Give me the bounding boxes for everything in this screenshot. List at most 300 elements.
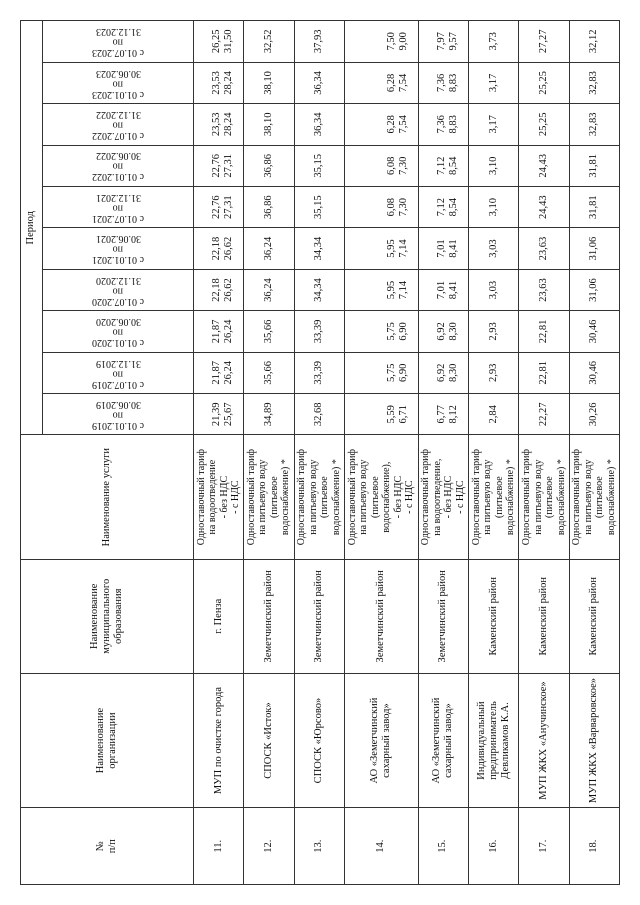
period-header: [43, 352, 194, 393]
tariff-value-line: 28,24: [223, 112, 235, 137]
tariff-value-line: 23,63: [538, 278, 549, 302]
tariff-value-line: 32,12: [588, 29, 600, 54]
tariff-value: [569, 311, 619, 352]
tariff-value: [344, 269, 418, 310]
tariff-value-line: 32,83: [588, 71, 600, 95]
period-line: по: [112, 161, 124, 172]
tariff-value-line: 35,66: [262, 319, 274, 344]
tariff-value: [469, 394, 519, 435]
tariff-value-line: 35,66: [262, 361, 274, 385]
tariff-value: [418, 311, 468, 352]
organization-name: СПОСК «Исток»: [244, 673, 294, 808]
tariff-value-line: 7,30: [397, 197, 409, 217]
row-number: 17.: [519, 808, 569, 885]
tariff-value: [244, 269, 294, 310]
tariff-value-line: 36,24: [262, 236, 274, 261]
service-line: Одноставочный тариф: [521, 449, 533, 546]
table-row: [344, 21, 418, 885]
service-line: водоснабжение) *: [555, 459, 567, 536]
tariff-value: [194, 186, 244, 227]
tariff-value-line: 25,67: [223, 402, 235, 427]
service-name: [418, 435, 468, 559]
tariff-value: [294, 394, 344, 435]
header-num: [21, 808, 194, 885]
tariff-value: [519, 352, 569, 393]
period-header: [43, 269, 194, 310]
period-header: [43, 145, 194, 186]
tariff-value-line: 21,87: [211, 361, 223, 385]
tariff-value-line: 36,34: [313, 112, 325, 137]
tariff-value-line: 9,57: [448, 32, 460, 51]
tariff-value: [519, 104, 569, 145]
service-line: на питьевую воду: [307, 459, 319, 535]
tariff-value-line: 31,06: [588, 236, 600, 261]
tariff-value-line: 28,24: [223, 71, 235, 95]
period-header: [43, 104, 194, 145]
tariff-value-line: 7,50: [385, 32, 397, 51]
service-line: на питьевую воду: [482, 459, 494, 535]
tariff-value: [418, 352, 468, 393]
header-org-line: Наименование: [94, 707, 106, 774]
tariff-value-line: 24,43: [538, 195, 549, 219]
period-line: с 01.07.2020: [92, 295, 144, 307]
service-line: (питьевое: [369, 476, 381, 518]
tariff-value: [194, 352, 244, 393]
period-line: с 01.07.2023: [92, 47, 144, 59]
tariff-value-line: 3,03: [487, 280, 499, 300]
period-line: по: [112, 202, 124, 214]
service-line: - без НДС: [218, 475, 230, 519]
header-municipality-line: муниципального: [100, 578, 112, 654]
tariff-value-line: 38,10: [262, 71, 274, 95]
tariff-value-line: 22,27: [538, 402, 549, 427]
tariff-value-line: 7,97: [435, 32, 447, 51]
tariff-table: [20, 20, 620, 885]
municipality-name: Каменский район: [569, 559, 619, 673]
tariff-value-line: 6,90: [397, 322, 409, 341]
tariff-value-line: 35,15: [313, 195, 325, 219]
period-line: с 01.01.2023: [92, 88, 144, 100]
period-line: с 01.01.2021: [92, 254, 144, 266]
tariff-value-line: 31,81: [588, 153, 600, 178]
tariff-value: [244, 186, 294, 227]
tariff-value: [519, 62, 569, 103]
tariff-value: [294, 62, 344, 103]
tariff-value-line: 8,54: [448, 197, 460, 217]
tariff-value: [294, 352, 344, 393]
tariff-value-line: 26,62: [223, 236, 235, 261]
header-org-line: организации: [107, 712, 118, 769]
tariff-value-line: 8,54: [448, 156, 460, 175]
tariff-value-line: 31,06: [588, 278, 600, 302]
tariff-value-line: 36,86: [262, 195, 274, 219]
service-line: - без НДС: [443, 475, 455, 519]
service-line: водоснабжение) *: [605, 459, 617, 536]
service-line: Одноставочный тариф: [470, 449, 482, 546]
tariff-value: [418, 394, 468, 435]
table-row: [569, 21, 619, 885]
tariff-value-line: 3,17: [487, 73, 499, 93]
service-line: на водоотведение: [207, 459, 219, 535]
tariff-value-line: 5,75: [385, 363, 397, 383]
tariff-value: [569, 228, 619, 269]
tariff-value-line: 7,36: [435, 73, 447, 93]
tariff-value: [294, 228, 344, 269]
header-municipality: [21, 559, 194, 673]
period-header: [43, 228, 194, 269]
service-line: (питьевое: [493, 476, 505, 518]
row-number: 14.: [344, 808, 418, 885]
service-line: на питьевую воду: [532, 459, 544, 535]
period-header: [43, 62, 194, 103]
table-row: [294, 21, 344, 885]
municipality-name: Земетчинский район: [294, 559, 344, 673]
tariff-value: [294, 145, 344, 186]
tariff-value-line: 7,01: [435, 239, 447, 258]
tariff-value: [244, 62, 294, 103]
service-line: Одноставочный тариф: [245, 449, 257, 546]
tariff-value-line: 7,54: [397, 73, 409, 93]
tariff-value: [569, 145, 619, 186]
tariff-value: [244, 394, 294, 435]
period-line: по: [112, 409, 124, 421]
tariff-value: [519, 228, 569, 269]
tariff-value: [469, 269, 519, 310]
tariff-value: [469, 352, 519, 393]
tariff-value: [519, 311, 569, 352]
tariff-value-line: 6,28: [385, 115, 397, 134]
tariff-value-line: 25,25: [538, 112, 549, 137]
tariff-value-line: 21,39: [211, 402, 223, 427]
tariff-value: [569, 21, 619, 63]
tariff-value-line: 6,08: [385, 197, 397, 217]
municipality-name: Земетчинский район: [344, 559, 418, 673]
tariff-value-line: 21,87: [211, 319, 223, 344]
header-num-line: п/п: [107, 839, 118, 854]
period-line: по: [112, 78, 124, 90]
header-municipality-line: образования: [113, 588, 125, 644]
period-line: с 01.07.2019: [92, 378, 144, 390]
period-line: 30.06.2019: [95, 399, 141, 411]
tariff-value-line: 27,31: [223, 153, 235, 178]
tariff-value: [519, 394, 569, 435]
tariff-value-line: 6,71: [397, 405, 409, 424]
tariff-value: [244, 145, 294, 186]
service-line: - с НДС: [230, 480, 242, 514]
tariff-value-line: 26,25: [211, 29, 223, 54]
tariff-value-line: 9,00: [397, 32, 409, 51]
header-period: Период: [21, 21, 43, 435]
tariff-value: [569, 62, 619, 103]
service-line: Одноставочный тариф: [195, 449, 207, 546]
tariff-value-line: 7,36: [435, 115, 447, 134]
organization-name: Индивидуальный предприниматель Девликамов К.А.: [469, 673, 519, 808]
tariff-value-line: 5,95: [385, 280, 397, 300]
tariff-value-line: 24,43: [538, 153, 549, 178]
service-line: водоснабжение) *: [330, 459, 342, 536]
service-name: [344, 435, 418, 559]
tariff-value-line: 25,25: [538, 71, 549, 95]
service-line: на питьевую воду: [358, 459, 370, 535]
tariff-value: [569, 269, 619, 310]
table-row: [244, 21, 294, 885]
tariff-value-line: 32,83: [588, 112, 600, 137]
tariff-value-line: 23,53: [211, 71, 223, 95]
period-line: по: [112, 243, 124, 255]
header-org: [21, 673, 194, 808]
organization-name: АО «Земетчинский сахарный завод»: [418, 673, 468, 808]
period-line: 30.06.2023: [95, 67, 141, 79]
service-name: [294, 435, 344, 559]
tariff-value: [194, 145, 244, 186]
tariff-value-line: 3,10: [487, 156, 499, 175]
period-line: 31.12.2022: [95, 109, 141, 121]
municipality-name: Каменский район: [519, 559, 569, 673]
tariff-value-line: 2,93: [487, 363, 499, 383]
period-line: 31.12.2021: [95, 191, 141, 203]
header-num-line: №: [94, 841, 106, 852]
tariff-value-line: 27,31: [223, 195, 235, 219]
tariff-value-line: 22,76: [211, 195, 223, 219]
period-line: с 01.01.2020: [92, 337, 144, 349]
period-line: с 01.01.2022: [92, 171, 144, 183]
period-line: по: [112, 36, 124, 48]
table-row: [194, 21, 244, 885]
municipality-name: г. Пенза: [194, 559, 244, 673]
tariff-value: [519, 269, 569, 310]
tariff-value: [194, 21, 244, 63]
tariff-value: [344, 228, 418, 269]
tariff-value-line: 8,41: [448, 280, 460, 300]
organization-name: МУП ЖКХ «Варваровское»: [569, 673, 619, 808]
tariff-value-line: 5,59: [385, 405, 397, 424]
tariff-value-line: 3,10: [487, 197, 499, 217]
municipality-name: Земетчинский район: [244, 559, 294, 673]
municipality-name: Земетчинский район: [418, 559, 468, 673]
tariff-value: [344, 62, 418, 103]
service-line: водоснабжение) *: [280, 459, 292, 536]
tariff-value: [294, 21, 344, 63]
municipality-name: Каменский район: [469, 559, 519, 673]
tariff-value-line: 8,12: [448, 405, 460, 424]
tariff-value-line: 8,83: [448, 115, 460, 134]
tariff-value-line: 34,89: [262, 402, 274, 427]
period-line: по: [112, 326, 124, 338]
period-header: [43, 21, 194, 63]
service-name: [519, 435, 569, 559]
table-row: [418, 21, 468, 885]
tariff-value-line: 6,92: [435, 322, 447, 341]
tariff-value-line: 22,76: [211, 153, 223, 178]
table-row: [519, 21, 569, 885]
service-line: Одноставочный тариф: [296, 449, 308, 546]
tariff-value-line: 7,54: [397, 115, 409, 134]
tariff-value: [519, 186, 569, 227]
tariff-value-line: 27,27: [538, 29, 549, 54]
organization-name: МУП ЖКХ «Анучинское»: [519, 673, 569, 808]
period-line: с 01.01.2019: [92, 420, 144, 432]
service-line: Одноставочный тариф: [346, 449, 358, 546]
tariff-value: [294, 311, 344, 352]
tariff-value-line: 5,95: [385, 239, 397, 258]
tariff-value-line: 23,53: [211, 112, 223, 137]
tariff-value: [244, 21, 294, 63]
tariff-value-line: 37,93: [313, 29, 325, 54]
service-line: (питьевое: [594, 476, 606, 518]
tariff-value-line: 3,17: [487, 115, 499, 134]
tariff-value: [418, 145, 468, 186]
tariff-value: [344, 21, 418, 63]
tariff-value: [469, 21, 519, 63]
tariff-value: [469, 186, 519, 227]
tariff-value-line: 33,39: [313, 361, 325, 385]
table-row: [469, 21, 519, 885]
tariff-value: [344, 352, 418, 393]
tariff-value-line: 6,08: [385, 156, 397, 175]
tariff-value-line: 33,39: [313, 319, 325, 344]
tariff-value-line: 8,30: [448, 322, 460, 341]
period-line: с 01.07.2022: [92, 130, 144, 142]
service-line: Одноставочный тариф: [420, 449, 432, 546]
tariff-value-line: 7,12: [435, 156, 447, 175]
organization-name: МУП по очистке города: [194, 673, 244, 808]
tariff-value-line: 8,41: [448, 239, 460, 258]
tariff-value-line: 6,90: [397, 363, 409, 383]
service-line: водоснабжение),: [381, 461, 393, 533]
tariff-value: [418, 62, 468, 103]
organization-name: АО «Земетчинский сахарный завод»: [344, 673, 418, 808]
tariff-value: [469, 228, 519, 269]
tariff-value: [469, 145, 519, 186]
tariff-value: [294, 186, 344, 227]
period-line: по: [112, 285, 124, 297]
tariff-value: [244, 311, 294, 352]
tariff-value-line: 22,18: [211, 236, 223, 261]
tariff-value-line: 7,01: [435, 280, 447, 300]
service-name: [469, 435, 519, 559]
tariff-value: [244, 352, 294, 393]
tariff-value-line: 7,14: [397, 280, 409, 300]
tariff-value: [418, 104, 468, 145]
tariff-value: [519, 145, 569, 186]
tariff-value-line: 22,18: [211, 278, 223, 302]
tariff-value-line: 34,34: [313, 236, 325, 261]
organization-name: СПОСК «Юрсово»: [294, 673, 344, 808]
tariff-value-line: 32,52: [262, 29, 274, 54]
tariff-value-line: 6,92: [435, 363, 447, 383]
service-line: (питьевое: [319, 476, 331, 518]
tariff-value: [469, 62, 519, 103]
tariff-value-line: 6,28: [385, 73, 397, 93]
tariff-value-line: 26,24: [223, 361, 235, 385]
tariff-value-line: 36,24: [262, 278, 274, 302]
service-name: [194, 435, 244, 559]
tariff-value-line: 31,81: [588, 195, 600, 219]
tariff-value: [519, 21, 569, 63]
period-header: [43, 186, 194, 227]
tariff-value-line: 2,84: [487, 405, 499, 424]
tariff-value: [569, 394, 619, 435]
tariff-value: [194, 394, 244, 435]
tariff-value: [244, 228, 294, 269]
tariff-value-line: 36,86: [262, 153, 274, 178]
period-line: по: [112, 119, 124, 131]
header-municipality-line: Наименование: [88, 583, 100, 649]
tariff-value-line: 31,50: [223, 29, 235, 54]
period-line: 31.12.2019: [95, 357, 141, 369]
tariff-value-line: 30,26: [588, 402, 600, 427]
tariff-value-line: 38,10: [262, 112, 274, 137]
period-line: 31.12.2020: [95, 274, 141, 286]
service-line: (питьевое: [544, 476, 556, 518]
service-line: (питьевое: [268, 476, 280, 518]
tariff-value-line: 32,68: [313, 402, 325, 427]
service-line: на питьевую воду: [582, 459, 594, 535]
period-line: по: [112, 368, 124, 380]
period-line: с 01.07.2021: [92, 212, 144, 224]
tariff-value: [469, 311, 519, 352]
header-service: Наименование услуги: [21, 435, 194, 559]
service-line: - с НДС: [454, 480, 466, 514]
tariff-value-line: 3,73: [487, 32, 499, 51]
tariff-value: [418, 186, 468, 227]
tariff-value-line: 30,46: [588, 361, 600, 385]
period-line: 31.12.2023: [95, 26, 141, 38]
service-name: [569, 435, 619, 559]
tariff-value-line: 22,81: [538, 361, 549, 385]
tariff-value-line: 7,12: [435, 197, 447, 217]
tariff-value: [194, 104, 244, 145]
tariff-value-line: 8,83: [448, 73, 460, 93]
service-line: - без НДС: [392, 475, 404, 519]
tariff-value-line: 3,03: [487, 239, 499, 258]
tariff-value-line: 35,15: [313, 153, 325, 178]
tariff-value: [344, 394, 418, 435]
tariff-value-line: 36,34: [313, 71, 325, 95]
tariff-value: [294, 104, 344, 145]
tariff-value-line: 30,46: [588, 319, 600, 344]
row-number: 13.: [294, 808, 344, 885]
tariff-value: [469, 104, 519, 145]
tariff-value: [294, 269, 344, 310]
tariff-value: [244, 104, 294, 145]
tariff-value: [418, 269, 468, 310]
tariff-value-line: 7,30: [397, 156, 409, 175]
tariff-value-line: 7,14: [397, 239, 409, 258]
tariff-value-line: 5,75: [385, 322, 397, 341]
row-number: 11.: [194, 808, 244, 885]
row-number: 18.: [569, 808, 619, 885]
tariff-value-line: 8,30: [448, 363, 460, 383]
tariff-value: [344, 104, 418, 145]
tariff-value: [194, 228, 244, 269]
tariff-value-line: 2,93: [487, 322, 499, 341]
tariff-value: [569, 352, 619, 393]
tariff-value: [194, 311, 244, 352]
period-header: [43, 394, 194, 435]
tariff-value-line: 34,34: [313, 278, 325, 302]
tariff-value: [194, 62, 244, 103]
row-number: 16.: [469, 808, 519, 885]
tariff-value-line: 23,63: [538, 236, 549, 261]
service-line: на водоотведение,: [431, 458, 443, 536]
tariff-value-line: 6,77: [435, 405, 447, 424]
row-number: 15.: [418, 808, 468, 885]
period-line: 30.06.2021: [95, 233, 141, 245]
tariff-value-line: 26,24: [223, 319, 235, 344]
tariff-value-line: 26,62: [223, 278, 235, 302]
tariff-value: [344, 186, 418, 227]
